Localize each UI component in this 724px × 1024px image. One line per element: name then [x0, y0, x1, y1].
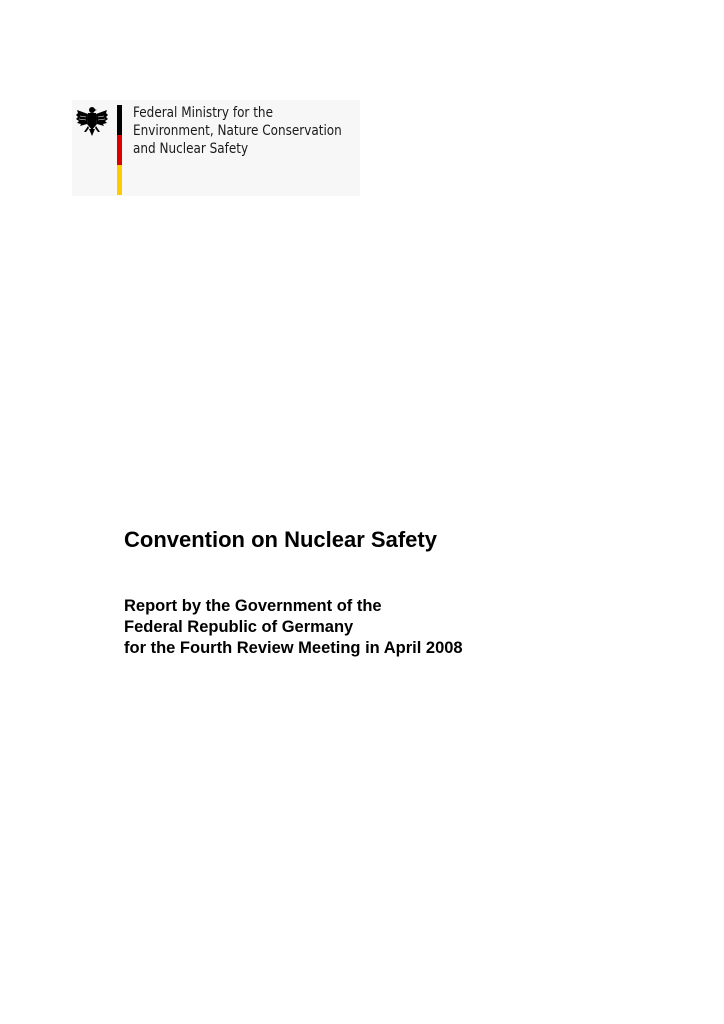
flag-stripe-gold [117, 165, 122, 195]
subtitle-line: Report by the Government of the [124, 597, 382, 615]
flag-stripe-red [117, 135, 122, 165]
ministry-name-line: and Nuclear Safety [133, 141, 249, 157]
german-flag-bar [117, 105, 122, 195]
federal-eagle-icon [74, 104, 110, 140]
subtitle-line: for the Fourth Review Meeting in April 2008 [124, 639, 463, 657]
ministry-name-line: Environment, Nature Conservation [133, 123, 342, 139]
document-title: Convention on Nuclear Safety [124, 527, 437, 552]
subtitle-line: Federal Republic of Germany [124, 618, 354, 636]
ministry-logo [72, 100, 360, 196]
document-subtitle [124, 596, 463, 659]
ministry-name [133, 104, 376, 158]
flag-stripe-black [117, 105, 122, 135]
ministry-name-line: Federal Ministry for the [133, 105, 273, 121]
